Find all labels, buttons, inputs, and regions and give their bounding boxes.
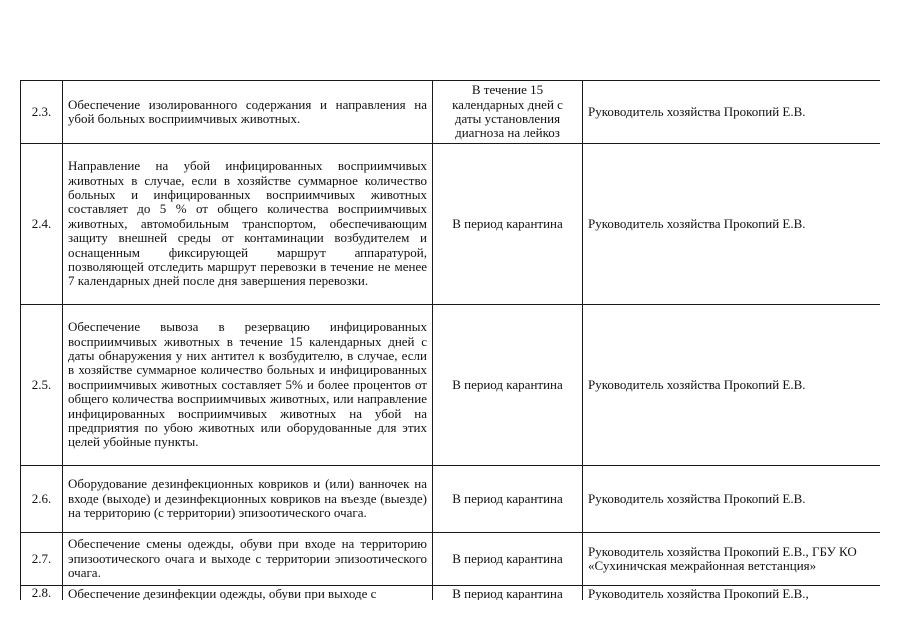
measure-description: Направление на убой инфицированных восприимчивых животных в случае, если в хозяйстве суммарное количество больных и инфицированных восприимчивых животных составляет до 5 % от общего количества восприимчивых животных, автомобильным транспортом, обеспечивающим защиту внешней среды от контаминации возбудителем и оснащенным фиксирующей маршрут аппаратурой, позволяющей отследить маршрут перевозки в течение не менее 7 календарных дней после дня завершения перевозки.	[63, 144, 433, 305]
table-row	[21, 81, 881, 144]
measure-term: В период карантина	[433, 144, 583, 305]
measure-term: В период карантина	[433, 533, 583, 586]
measure-term: В период карантина	[433, 466, 583, 533]
row-number: 2.4.	[21, 144, 63, 305]
measure-description: Обеспечение смены одежды, обуви при входе на территорию эпизоотического очага и выходе с территории эпизоотического очага.	[63, 533, 433, 586]
measure-description: Обеспечение вывоза в резервацию инфицированных восприимчивых животных в течение 15 календарных дней с даты обнаружения у них антител к возбудителю, в случае, если в хозяйстве суммарное количество больных и инфицированных восприимчивых животных составляет 5% и более процентов от общего количества восприимчивых животных, или направление инфицированных восприимчивых животных на убой на предприятия по убою животных или оборудованные для этих целей убойные пункты.	[63, 305, 433, 466]
quarantine-measures-table	[20, 80, 880, 600]
measure-responsible: Руководитель хозяйства Прокопий Е.В.	[583, 305, 881, 466]
measure-description: Обеспечение дезинфекции одежды, обуви при выходе с	[63, 586, 433, 601]
measure-term: В течение 15 календарных дней с даты установления диагноза на лейкоз	[433, 81, 583, 144]
table-row	[21, 586, 881, 601]
row-number: 2.7.	[21, 533, 63, 586]
measure-responsible: Руководитель хозяйства Прокопий Е.В.,	[583, 586, 881, 601]
measure-responsible: Руководитель хозяйства Прокопий Е.В.	[583, 466, 881, 533]
row-number: 2.8.	[21, 586, 63, 601]
table-row	[21, 305, 881, 466]
row-number: 2.3.	[21, 81, 63, 144]
measure-description: Оборудование дезинфекционных ковриков и (или) ванночек на входе (выходе) и дезинфекционных ковриков на въезде (выезде) на территорию (с территории) эпизоотического очага.	[63, 466, 433, 533]
measure-description: Обеспечение изолированного содержания и направления на убой больных восприимчивых животных.	[63, 81, 433, 144]
row-number: 2.5.	[21, 305, 63, 466]
measure-responsible: Руководитель хозяйства Прокопий Е.В.	[583, 81, 881, 144]
table-row	[21, 144, 881, 305]
table-row	[21, 533, 881, 586]
measure-responsible: Руководитель хозяйства Прокопий Е.В., ГБУ КО «Сухиничская межрайонная ветстанция»	[583, 533, 881, 586]
row-number: 2.6.	[21, 466, 63, 533]
table-row	[21, 466, 881, 533]
measure-term: В период карантина	[433, 586, 583, 601]
document-page	[20, 80, 880, 600]
measure-responsible: Руководитель хозяйства Прокопий Е.В.	[583, 144, 881, 305]
measure-term: В период карантина	[433, 305, 583, 466]
